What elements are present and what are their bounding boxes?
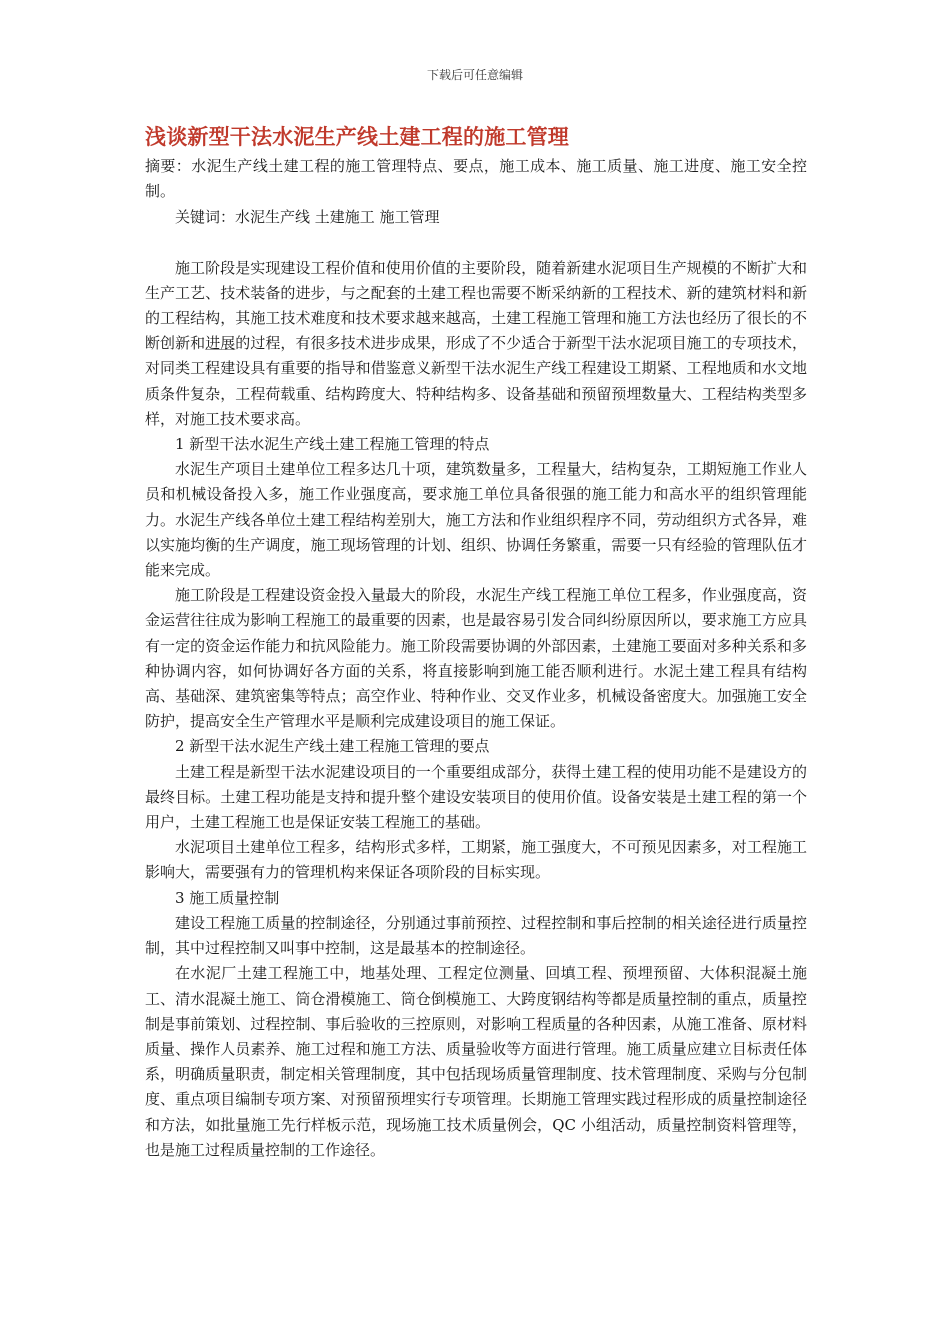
page-header-note: 下载后可任意编辑 [426,68,523,82]
section-1-paragraph-1: 水泥生产项目土建单位工程多达几十项，建筑数量多，工程量大，结构复杂，工期短施工作业人员和机械设备投入多，施工作业强度高，要求施工单位具备很强的施工能力和高水平的组织管理能力。水泥生产线各单位土建工程结构差别大，施工方法和作业组织程序不同，劳动组织方式各异，难以实施均衡的生产调度，施工现场管理的计划、组织、协调任务繁重，需要一只有经验的管理队伍才能来完成。 [145,460,807,580]
section-2-paragraph-2: 水泥项目土建单位工程多，结构形式多样，工期紧，施工强度大，不可预见因素多，对工程施工影响大，需要强有力的管理机构来保证各项阶段的目标实现。 [145,838,807,882]
section-3-heading: 3 施工质量控制 [175,888,280,907]
section-2-heading: 2 新型干法水泥生产线土建工程施工管理的要点 [175,737,490,756]
section-2-paragraph-1: 土建工程是新型干法水泥建设项目的一个重要组成部分，获得土建工程的使用功能不是建设方的最终目标。土建工程功能是支持和提升整个建设安装项目的使用价值。设备安装是土建工程的第一个用户，土建工程施工也是保证安装工程施工的基础。 [145,762,807,832]
spacer [145,231,807,256]
section-3-paragraph-1: 建设工程施工质量的控制途径，分别通过事前预控、过程控制和事后控制的相关途径进行质量控制，其中过程控制又叫事中控制，这是最基本的控制途径。 [145,913,807,958]
document-body [145,120,807,1163]
section-1-heading: 1 新型干法水泥生产线土建工程施工管理的特点 [175,435,490,454]
intro-paragraph [145,256,807,432]
keywords-paragraph: 关键词：水泥生产线 土建施工 施工管理 [175,208,440,227]
intro-text-post: 的过程，有很多技术进步成果，形成了不少适合于新型干法水泥项目施工的专项技术，对同类工程建设具有重要的指导和借鉴意义新型干法水泥生产线工程建设工期紧、工程地质和水文地质条件复杂，工程荷载重、结构跨度大、特种结构多、设备基础和预留预埋数量大、工程结构类型多样，对施工技术要求高。 [145,334,807,428]
intro-link[interactable]: 进展 [205,334,236,353]
intro-text-pre: 施工阶段是实现建设工程价值和使用价值的主要阶段，随着新建水泥项目生产规模的不断扩大和生产工艺、技术装备的进步，与之配套的土建工程也需要不断采纳新的工程技术、新的建筑材料和新的工程结构，其施工技术难度和技术要求越来越高，土建工程施工管理和施工方法也经历了很长的不断创新和 [145,258,807,353]
document-title: 浅谈新型干法水泥生产线土建工程的施工管理 [145,125,569,149]
section-1-paragraph-2: 施工阶段是工程建设资金投入量最大的阶段，水泥生产线工程施工单位工程多，作业强度高，资金运营往往成为影响工程施工的最重要的因素，也是最容易引发合同纠纷原因所以，要求施工方应具有一定的资金运作能力和抗风险能力。施工阶段需要协调的外部因素，土建施工要面对多种关系和多种协调内容，如何协调好各方面的关系，将直接影响到施工能否顺利进行。水泥土建工程具有结构高、基础深、建筑密集等特点；高空作业、特种作业、交叉作业多，机械设备密度大。加强施工安全防护，提高安全生产管理水平是顺利完成建设项目的施工保证。 [145,586,807,731]
abstract-paragraph: 摘要：水泥生产线土建工程的施工管理特点、要点，施工成本、施工质量、施工进度、施工安全控制。 [145,157,807,201]
section-3-paragraph-2: 在水泥厂土建工程施工中，地基处理、工程定位测量、回填工程、预埋预留、大体积混凝土施工、清水混凝土施工、筒仓滑模施工、筒仓倒模施工、大跨度钢结构等都是质量控制的重点，质量控制是事前策划、过程控制、事后验收的三控原则，对影响工程质量的各种因素，从施工准备、原材料质量、操作人员素养、施工过程和施工方法、质量验收等方面进行管理。施工质量应建立目标责任体系，明确质量职责，制定相关管理制度，其中包括现场质量管理制度、技术管理制度、采购与分包制度、重点项目编制专项方案、对预留预埋实行专项管理。长期施工管理实践过程形成的质量控制途径和方法，如批量施工先行样板示范，现场施工技术质量例会，QC 小组活动，质量控制资料管理等，也是施工过程质量控制的工作途径。 [145,964,807,1159]
